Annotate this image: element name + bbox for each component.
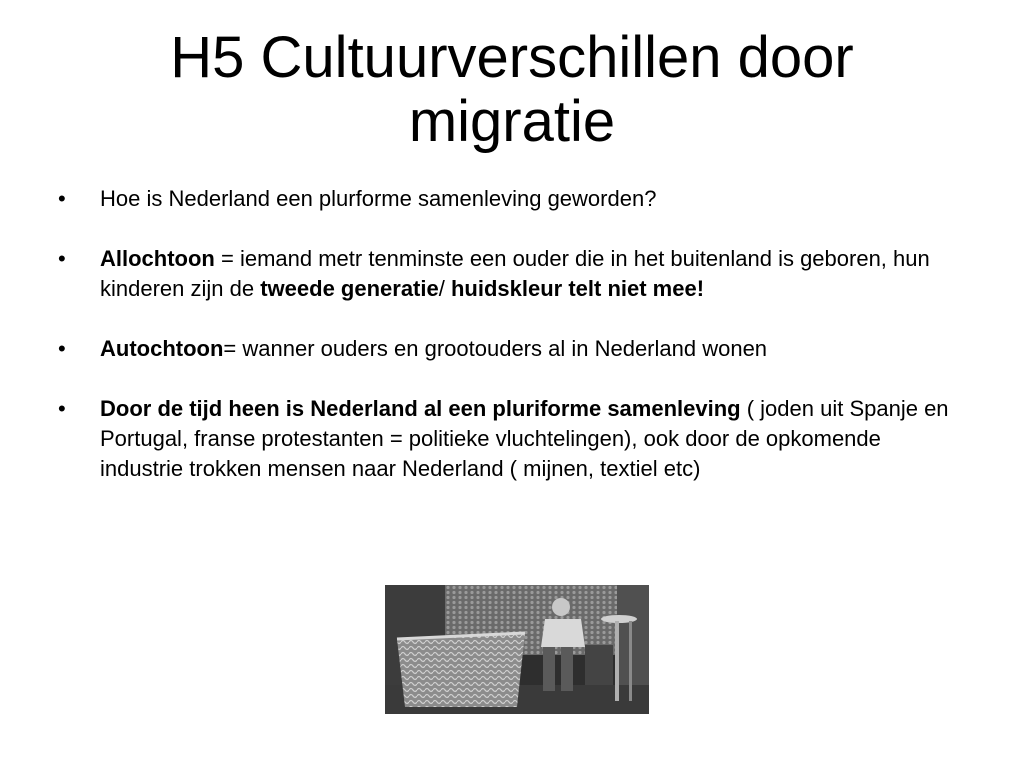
bullet-text: / (438, 276, 451, 301)
bullet-dot: • (58, 246, 66, 271)
bullet-item (58, 244, 958, 304)
bullet-text: Hoe is Nederland een plurforme samenleving geworden? (100, 186, 657, 211)
bullet-text: ( joden uit Spanje en Portugal, franse protestanten = politieke vluchtelingen), ook door de opkomende industrie trokken mensen naar Nederland ( mijnen, textiel etc) (100, 396, 949, 481)
bullet-text: = wanner ouders en grootouders al in Nederland wonen (223, 336, 768, 361)
term-autochtoon: Autochtoon (100, 336, 224, 361)
bullet-dot: • (58, 396, 66, 421)
bullet-dot: • (58, 336, 66, 361)
bullet-item (58, 334, 958, 364)
bullet-text: = iemand metr tenminste een ouder die in het buitenland is geboren, hun kinderen zijn de (100, 246, 930, 301)
bullet-dot: • (58, 186, 66, 211)
bullet-item (58, 184, 958, 214)
photo-illustration (385, 585, 649, 714)
term-tweede-generatie: tweede generatie (260, 276, 439, 301)
bullet-item (58, 394, 958, 484)
note-huidskleur: huidskleur telt niet mee! (450, 276, 705, 301)
slide-title: H5 Cultuurverschillen door migratie (170, 25, 854, 154)
statement-pluriforme: Door de tijd heen is Nederland al een pluriforme samenleving (100, 396, 741, 421)
bullet-list (58, 184, 958, 514)
term-allochtoon: Allochtoon (100, 246, 215, 271)
historical-photo (385, 585, 649, 714)
